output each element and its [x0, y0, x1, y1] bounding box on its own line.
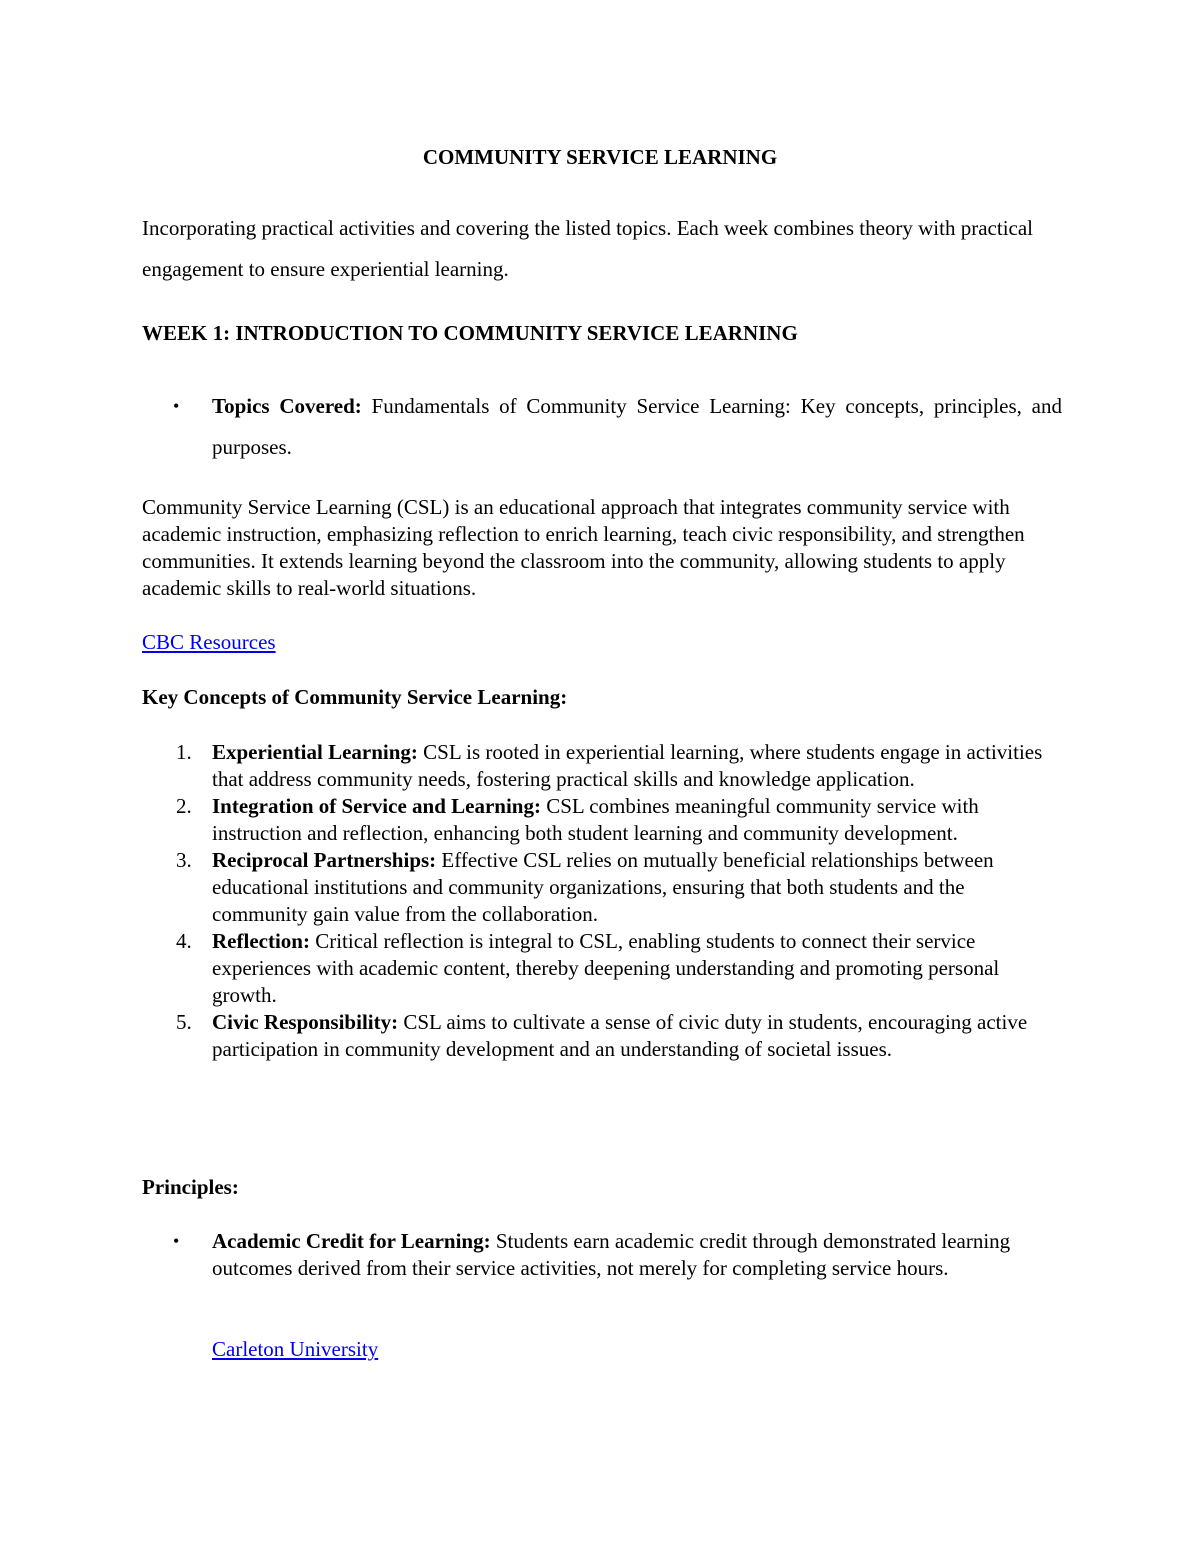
concept-text: Effective CSL relies on mutually beneficial relationships between educational institutions and community organizations, ensuring that both students and the community gain value from the collaboration. — [212, 848, 994, 926]
list-item — [142, 1228, 1062, 1282]
list-item — [142, 847, 1062, 928]
principles-list — [142, 1228, 1062, 1282]
bullet-icon: • — [173, 1231, 180, 1251]
list-item — [142, 1009, 1062, 1063]
list-item — [142, 739, 1062, 793]
key-concepts-heading: Key Concepts of Community Service Learning: — [142, 685, 568, 709]
concept-label: Experiential Learning: — [212, 740, 418, 764]
topics-covered-text: Fundamentals of Community Service Learning: Key concepts, principles, and purposes. — [212, 394, 1063, 459]
concept-label: Civic Responsibility: — [212, 1010, 399, 1034]
topics-covered-label: Topics Covered: — [212, 394, 362, 418]
intro-paragraph: Incorporating practical activities and covering the listed topics. Each week combines theory with practical engagement to ensure experiential learning. — [142, 216, 1034, 281]
concept-text: Critical reflection is integral to CSL, enabling students to connect their service experiences with academic content, thereby deepening understanding and promoting personal growth. — [212, 929, 1000, 1007]
list-number: 4. — [176, 929, 192, 953]
concept-text: CSL is rooted in experiential learning, where students engage in activities that address community needs, fostering practical skills and knowledge application. — [212, 740, 1043, 791]
concept-text: CSL combines meaningful community service with instruction and reflection, enhancing both student learning and community development. — [212, 794, 979, 845]
list-number: 5. — [176, 1010, 192, 1034]
document-title: COMMUNITY SERVICE LEARNING — [422, 145, 778, 169]
carleton-university-link[interactable]: Carleton University — [212, 1337, 379, 1361]
list-number: 1. — [176, 740, 192, 764]
topics-covered-item — [142, 386, 1062, 468]
concept-label: Reciprocal Partnerships: — [212, 848, 437, 872]
bullet-icon: • — [173, 396, 180, 416]
key-concepts-list — [142, 739, 1062, 1063]
concept-text: CSL aims to cultivate a sense of civic duty in students, encouraging active participation in community development and an understanding of societal issues. — [212, 1010, 1028, 1061]
principle-label: Academic Credit for Learning: — [212, 1229, 491, 1253]
list-item — [142, 928, 1062, 1009]
concept-label: Reflection: — [212, 929, 310, 953]
cbc-resources-link[interactable]: CBC Resources — [142, 630, 276, 654]
list-item — [142, 793, 1062, 847]
list-number: 2. — [176, 794, 192, 818]
principles-heading: Principles: — [142, 1175, 239, 1199]
csl-definition-paragraph: Community Service Learning (CSL) is an educational approach that integrates community service with academic instruction, emphasizing reflection to enrich learning, teach civic responsibility, and strengthen communities. It extends learning beyond the classroom into the community, allowing students to apply academic skills to real-world situations. — [142, 495, 1025, 600]
concept-label: Integration of Service and Learning: — [212, 794, 541, 818]
week-1-heading: WEEK 1: INTRODUCTION TO COMMUNITY SERVICE LEARNING — [142, 321, 798, 345]
list-number: 3. — [176, 848, 192, 872]
principle-text: Students earn academic credit through demonstrated learning outcomes derived from their service activities, not merely for completing service hours. — [212, 1229, 1011, 1280]
